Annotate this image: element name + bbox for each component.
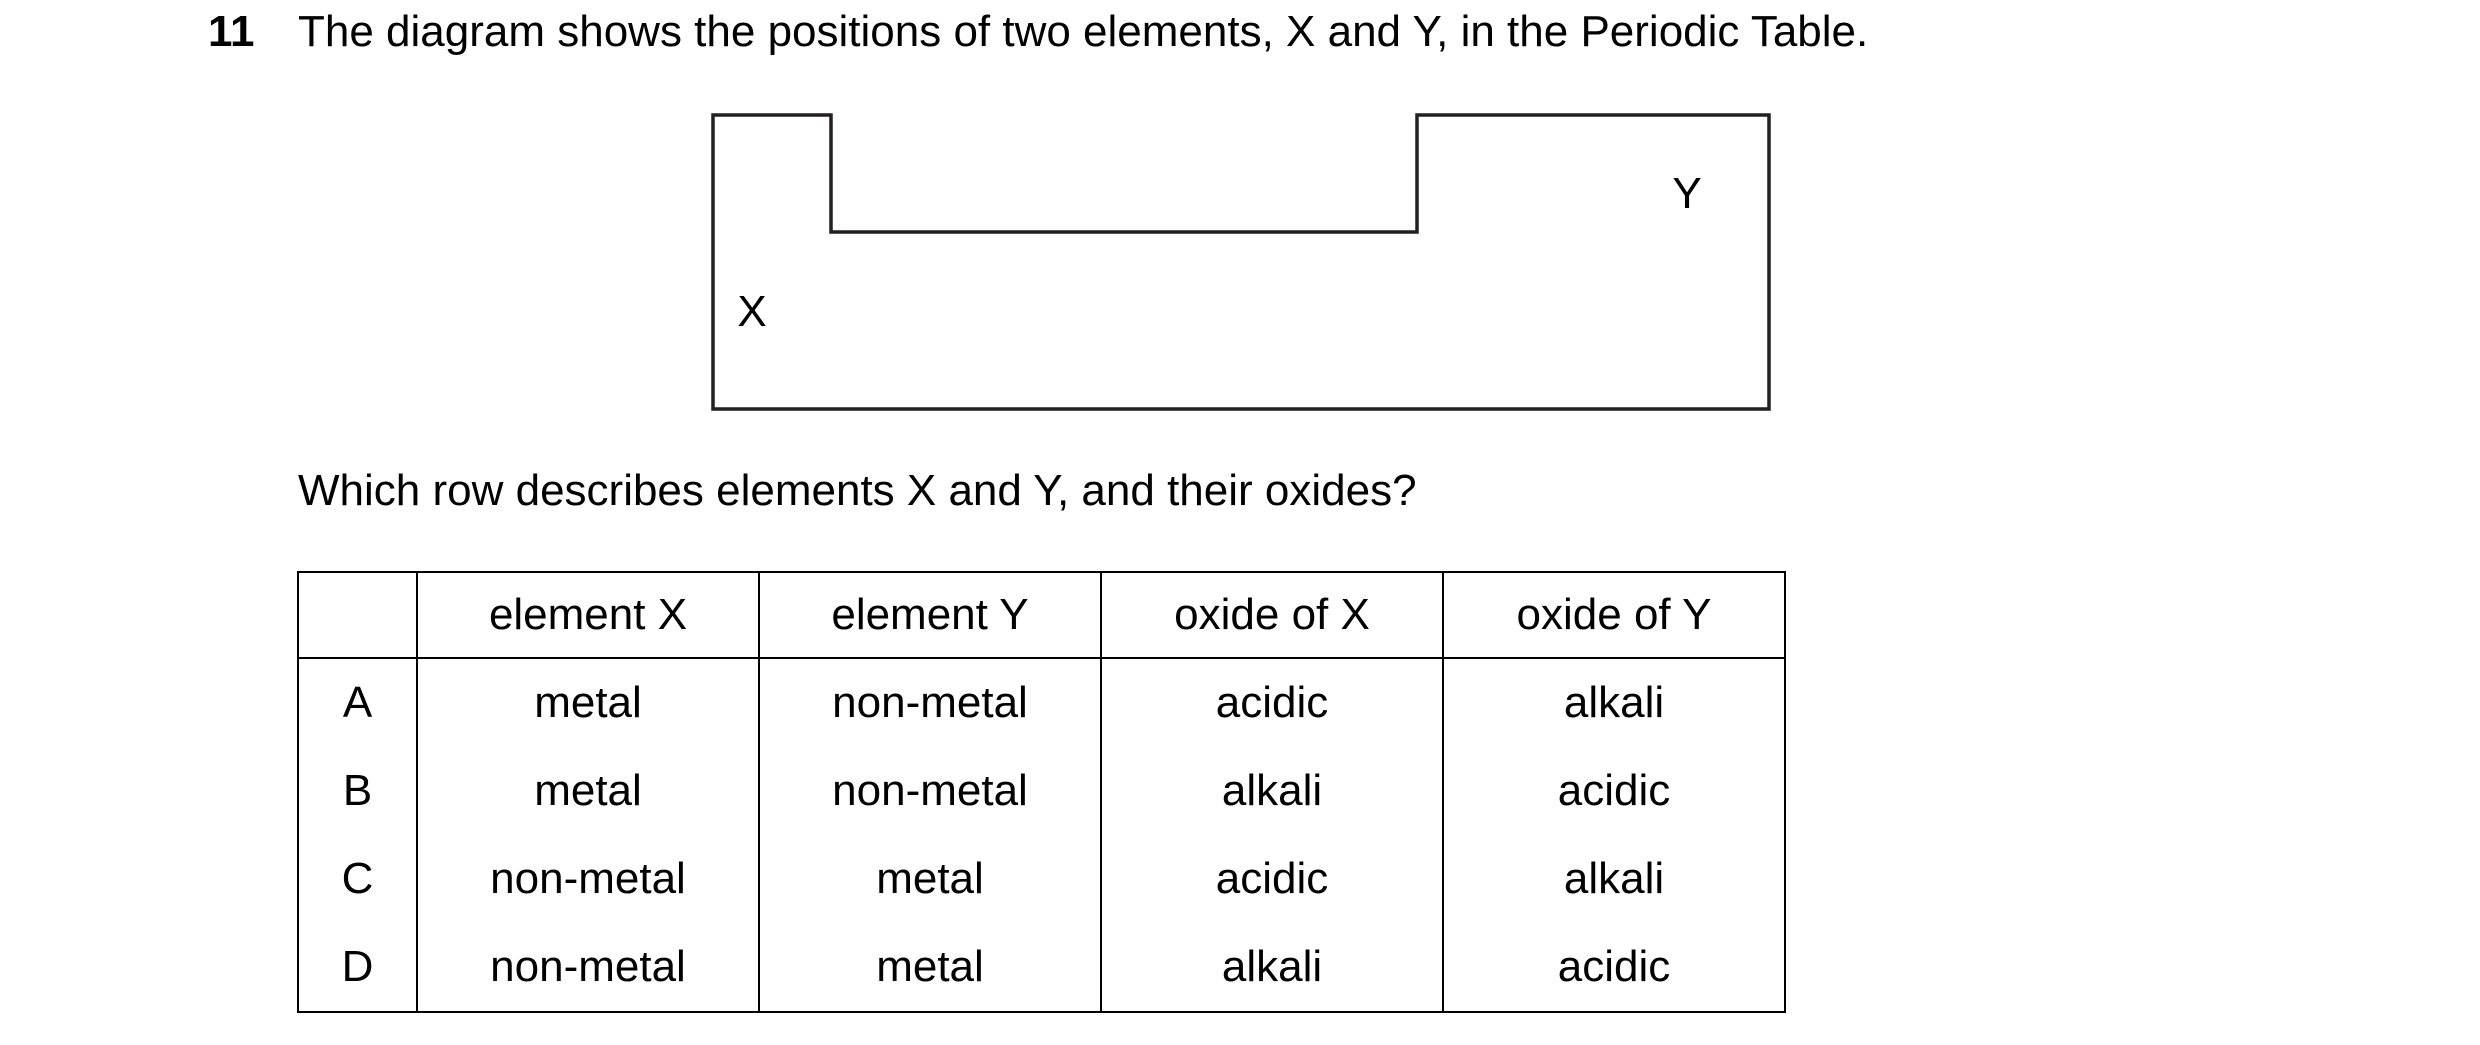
question-text: The diagram shows the positions of two elements, X and Y, in the Periodic Table. [298, 7, 1869, 56]
cell-element-y: metal [759, 923, 1101, 1012]
element-x-label: X [737, 287, 767, 336]
question-number: 11 [208, 7, 255, 56]
row-letter: D [298, 923, 417, 1012]
header-element-y: element Y [759, 572, 1101, 658]
cell-element-y: metal [759, 835, 1101, 923]
cell-element-x: metal [417, 658, 759, 747]
table-row [298, 747, 1785, 835]
cell-element-x: non-metal [417, 923, 759, 1012]
cell-oxide-y: acidic [1443, 923, 1785, 1012]
row-letter: A [298, 658, 417, 747]
cell-element-x: non-metal [417, 835, 759, 923]
cell-oxide-x: alkali [1101, 747, 1443, 835]
question-prompt: Which row describes elements X and Y, and their oxides? [298, 466, 1417, 515]
cell-oxide-x: acidic [1101, 835, 1443, 923]
cell-oxide-x: acidic [1101, 658, 1443, 747]
cell-oxide-y: alkali [1443, 658, 1785, 747]
cell-element-y: non-metal [759, 747, 1101, 835]
header-oxide-y: oxide of Y [1443, 572, 1785, 658]
table-header-row [298, 572, 1785, 658]
header-element-x: element X [417, 572, 759, 658]
periodic-table-outline-diagram [710, 104, 1790, 422]
table-row [298, 923, 1785, 1012]
cell-oxide-y: acidic [1443, 747, 1785, 835]
header-cell-blank [298, 572, 417, 658]
element-y-label: Y [1672, 169, 1702, 218]
header-oxide-x: oxide of X [1101, 572, 1443, 658]
table-row [298, 658, 1785, 747]
table-row [298, 835, 1785, 923]
cell-element-y: non-metal [759, 658, 1101, 747]
cell-oxide-y: alkali [1443, 835, 1785, 923]
row-letter: C [298, 835, 417, 923]
answer-table [297, 571, 1786, 1013]
cell-oxide-x: alkali [1101, 923, 1443, 1012]
row-letter: B [298, 747, 417, 835]
cell-element-x: metal [417, 747, 759, 835]
periodic-table-outline [713, 115, 1769, 409]
